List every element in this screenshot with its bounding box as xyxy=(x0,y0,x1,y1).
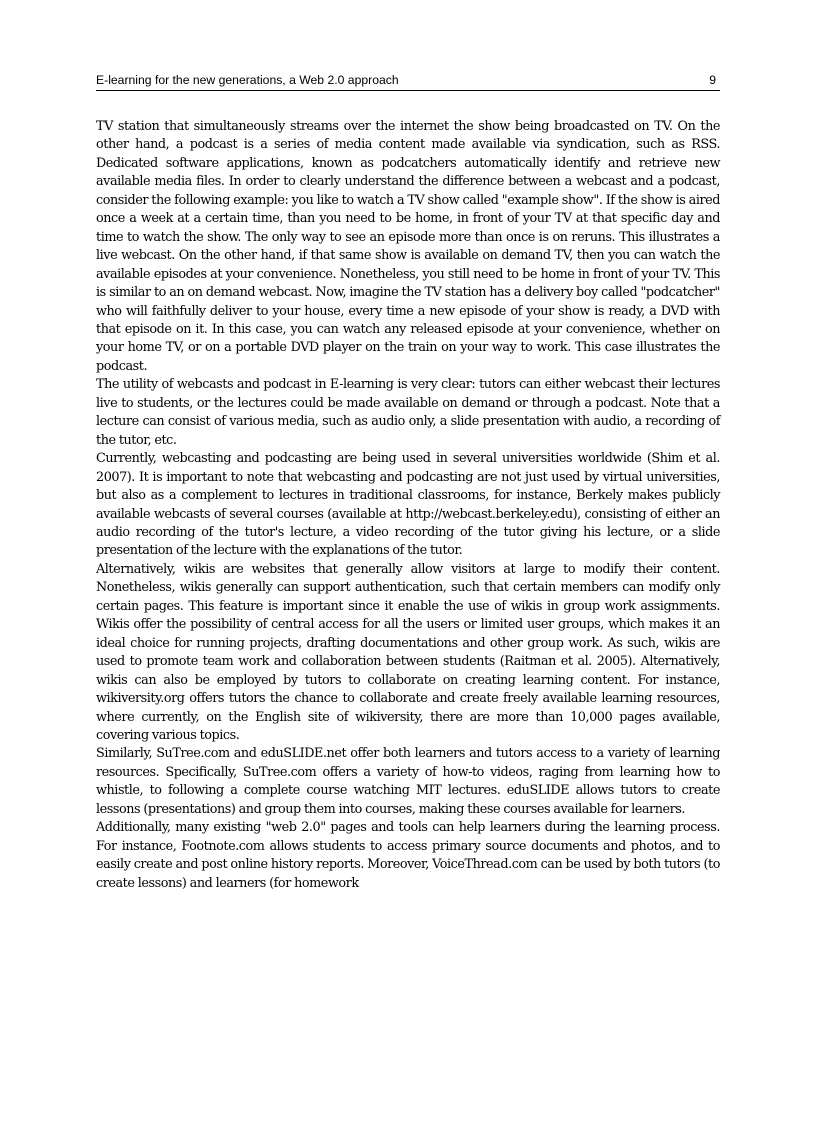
page-header xyxy=(96,72,720,91)
body-text xyxy=(96,118,720,893)
paragraph-webcast-podcast: TV station that simultaneously streams over the internet the show being broadcasted on TV. On the other hand, a podcast is a series of media content made available via syndication, such as RSS. Dedicated software applications, known as podcatchers automatically identify and retrieve new available media files. In order to clearly understand the difference between a webcast and a podcast, consider the following example: you like to watch a TV show called "example show". If the show is aired once a week at a certain time, than you need to be home, in front of your TV at that specific day and time to watch the show. The only way to see an episode more than once is on reruns. This illustrates a live webcast. On the other hand, if that same show is available on demand TV, then you can watch the available episodes at your convenience. Nonetheless, you still need to be home in front of your TV. This is similar to an on demand webcast. Now, imagine the TV station has a delivery boy called "podcatcher" who will faithfully deliver to your house, every time a new episode of your show is ready, a DVD with that episode on it. In this case, you can watch any released episode at your convenience, whether on your home TV, or on a portable DVD player on the train on your way to work. This case illustrates the podcast. xyxy=(96,119,720,374)
paragraph-elearning-utility: The utility of webcasts and podcast in E-learning is very clear: tutors can either webcast their lectures live to students, or the lectures could be made available on demand or through a podcast. Note that a lecture can consist of various media, such as audio only, a slide presentation with audio, a recording of the tutor, etc. xyxy=(96,377,720,448)
running-title: E-learning for the new generations, a Web 2.0 approach xyxy=(96,73,399,87)
paragraph-wikis: Alternatively, wikis are websites that generally allow visitors at large to modify their content. Nonetheless, wikis generally can support authentication, such that certain members can modify only certain pages. This feature is important since it enable the use of wikis in group work assignments. Wikis offer the possibility of central access for all the users or limited user groups, which makes it an ideal choice for running projects, drafting documentations and other group work. As such, wikis are used to promote team work and collaboration between students (Raitman et al. 2005). Alternatively, wikis can also be employed by tutors to collaborate on creating learning content. For instance, wikiversity.org offers tutors the chance to collaborate and create freely available learning resources, where currently, on the English site of wikiversity, there are more than 10,000 pages available, covering various topics. xyxy=(96,561,720,743)
paragraph-universities: Currently, webcasting and podcasting are being used in several universities worldwide (Shim et al. 2007). It is important to note that webcasting and podcasting are not just used by virtual universities, but also as a complement to lectures in traditional classrooms, for instance, Berkely makes publicly available webcasts of several courses (available at http://webcast.berkeley.edu), consisting of either an audio recording of the tutor's lecture, a video recording of the tutor giving his lecture, or a slide presentation of the lecture with the explanations of the tutor. xyxy=(96,451,720,559)
paragraph-web20-tools: Additionally, many existing "web 2.0" pages and tools can help learners during the learning process. For instance, Footnote.com allows students to access primary source documents and photos, and to easily create and post online history reports. Moreover, VoiceThread.com can be used by both tutors (to create lessons) and learners (for homework xyxy=(96,820,720,891)
page-number: 9 xyxy=(709,73,716,87)
paragraph-sutree-eduslide: Similarly, SuTree.com and eduSLIDE.net offer both learners and tutors access to a variety of learning resources. Specifically, SuTree.com offers a variety of how-to videos, raging from learning how to whistle, to following a complete course watching MIT lectures. eduSLIDE allows tutors to create lessons (presentations) and group them into courses, making these courses available for learners. xyxy=(96,746,720,817)
